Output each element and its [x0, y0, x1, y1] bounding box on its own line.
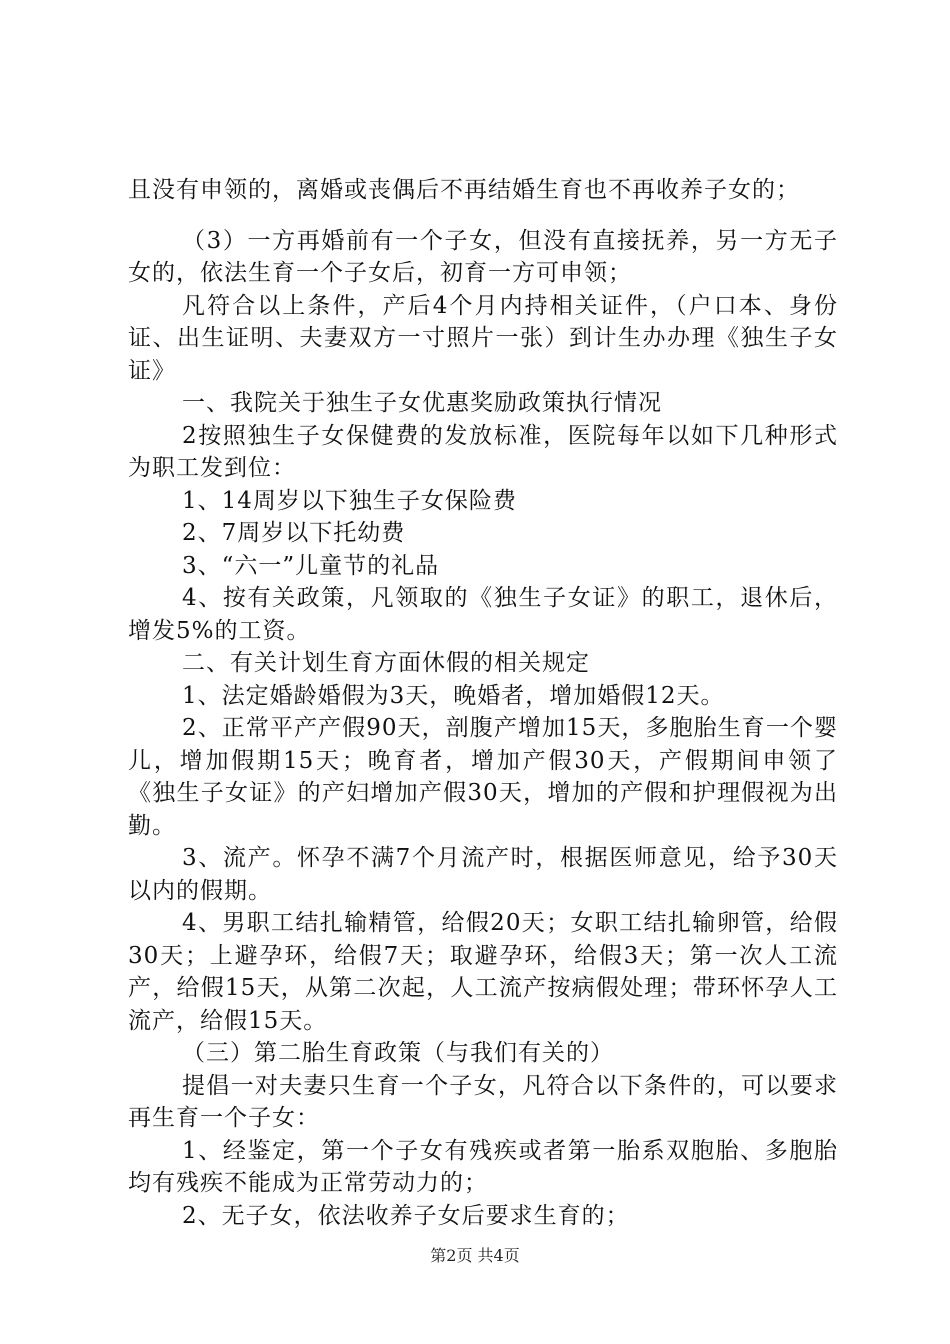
page-footer: 第2页 共4页	[430, 1246, 520, 1265]
body-paragraph: 4、男职工结扎输精管，给假20天；女职工结扎输卵管，给假30天；上避孕环，给假7天；取避孕环，给假3天；第一次人工流产，给假15天，从第二次起，人工流产按病假处理；带环怀孕人工流产，给假15天。	[128, 910, 838, 1034]
body-paragraph: 2按照独生子女保健费的发放标准，医院每年以如下几种形式为职工发到位：	[128, 422, 838, 481]
paragraph-gap	[128, 207, 838, 225]
body-paragraph: 1、法定婚龄婚假为3天，晚婚者，增加婚假12天。	[182, 682, 725, 709]
body-paragraph: 4、按有关政策，凡领取的《独生子女证》的职工，退休后，增发5%的工资。	[128, 585, 838, 644]
body-paragraph: 且没有申领的，离婚或丧偶后不再结婚生育也不再收养子女的；	[128, 177, 800, 203]
document-body	[128, 174, 838, 1232]
body-paragraph: 2、无子女，依法收养子女后要求生育的；	[182, 1202, 630, 1229]
body-paragraph: 1、经鉴定，第一个子女有残疾或者第一胎系双胞胎、多胞胎均有残疾不能成为正常劳动力的；	[128, 1137, 838, 1196]
body-paragraph: 1、14周岁以下独生子女保险费	[182, 487, 517, 514]
body-paragraph: 2、7周岁以下托幼费	[182, 520, 406, 546]
body-paragraph: 二、有关计划生育方面休假的相关规定	[182, 650, 590, 676]
body-paragraph: （三）第二胎生育政策（与我们有关的）	[182, 1040, 614, 1066]
body-paragraph: 提倡一对夫妻只生育一个子女，凡符合以下条件的，可以要求再生育一个子女：	[128, 1072, 838, 1131]
body-paragraph: 一、我院关于独生子女优惠奖励政策执行情况	[182, 390, 662, 416]
body-paragraph: 3、“六一”儿童节的礼品	[182, 552, 440, 579]
body-paragraph: （3）一方再婚前有一个子女，但没有直接抚养，另一方无子女的，依法生育一个子女后，初育一方可申领；	[128, 227, 838, 286]
body-paragraph: 3、流产。怀孕不满7个月流产时，根据医师意见，给予30天以内的假期。	[128, 845, 838, 904]
body-paragraph: 凡符合以上条件，产后4个月内持相关证件，（户口本、身份证、出生证明、夫妻双方一寸照片一张）到计生办办理《独生子女证》	[128, 292, 838, 384]
body-paragraph: 2、正常平产产假90天，剖腹产增加15天，多胞胎生育一个婴儿，增加假期15天；晚育者，增加产假30天，产假期间申领了《独生子女证》的产妇增加产假30天，增加的产假和护理假视为出勤。	[128, 715, 838, 839]
